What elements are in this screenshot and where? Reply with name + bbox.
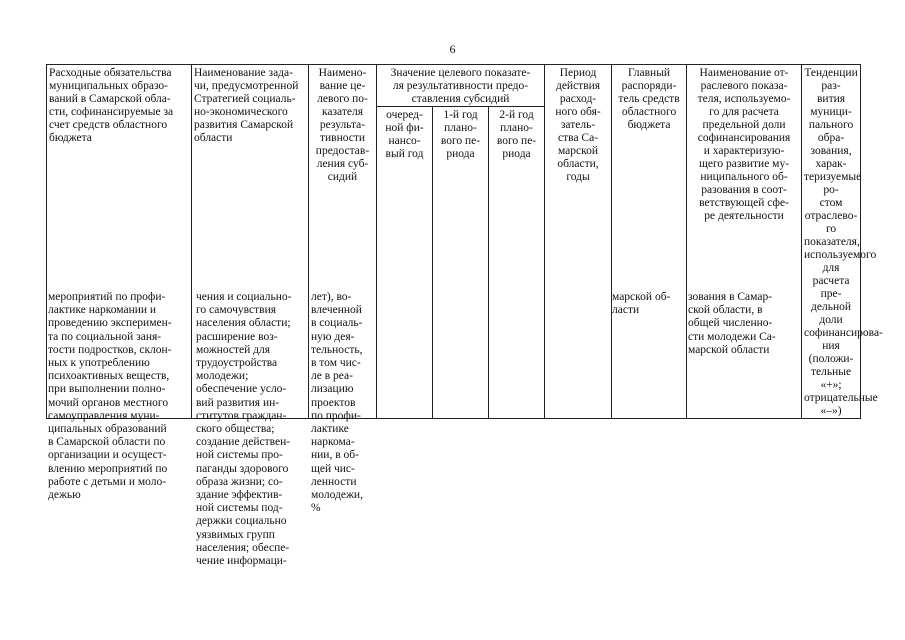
body-industry-indicator-text: зования в Самар- ской области, в общей численно- сти молодежи Са- марской области [688, 291, 776, 356]
header-period: Период действия расход- ного обя- затель- ства Са- марской области, годы [545, 65, 612, 419]
header-target-value-group: Значение целевого показате- ля результативности предо- ставления субсидий [377, 65, 545, 107]
body-task-text: чения и социально- го самочувствия населения области; расширение воз- можностей для трудоустройства молодежи; обеспечение усло- вий развития ин- ститутов граждан- ского общества; создание действен- ной системы про- паганды здорового образа жизни; со- здание эффектив- ной системы под- держки социально уязвимых групп населения; обеспе- чение информаци- [196, 291, 292, 568]
header-chief-administrator: Главный распоряди- тель средств областного бюджета [612, 65, 687, 419]
header-industry-indicator: Наименование от- раслевого показа- теля, используемо- го для расчета предельной доли софинансирования и характеризую- щего развитие му- ниципального об- разования в соот- ветствующей сфе- ре деятельности [687, 65, 802, 419]
header-expense-obligations: Расходные обязательства муниципальных образо- ваний в Самарской обла- сти, софинансируемые за счет средств областного бюджета [47, 65, 192, 419]
page-number: 6 [449, 42, 456, 56]
header-target-indicator: Наимено- вание це- левого по- казателя результа- тивности предостав- ления суб- сидий [309, 65, 377, 419]
header-planning-year-1: 1-й год плано- вого пе- риода [433, 107, 489, 419]
body-target-indicator-text: лет), во- влеченной в социаль- ную дея- тельность, в том чис- ле в реа- лизацию проектов по профи- лактике наркома- нии, в об- щей чис- ленности молодежи, % [311, 291, 363, 515]
body-expense-obligations-text: мероприятий по профи- лактике наркомании и проведению эксперимен- та по социальной заня- тости подростков, склон- ных к употреблению психоактивных веществ, при выполнении полно- мочий органов местного самоуправления муни- ципальных образований в Самарской области по организации и осущест- влению мероприятий по работе с детьми и моло- дежью [48, 291, 172, 502]
header-task-name: Наименование зада- чи, предусмотренной Стратегией социаль- но-экономического развития Самарской области [192, 65, 309, 419]
header-next-fiscal-year: очеред- ной фи- нансо- вый год [377, 107, 433, 419]
header-planning-year-2: 2-й год плано- вого пе- риода [489, 107, 545, 419]
body-chief-administrator-text: марской об- ласти [612, 291, 671, 317]
header-trends: Тенденции раз- вития муници- пального обра- зования, харак- теризуемые ро- стом отраслево- го показателя, используемого для расчета пре- дельной доли софинансирова- ния (положи- тельные «+»; отрицательные «–») [802, 65, 861, 419]
